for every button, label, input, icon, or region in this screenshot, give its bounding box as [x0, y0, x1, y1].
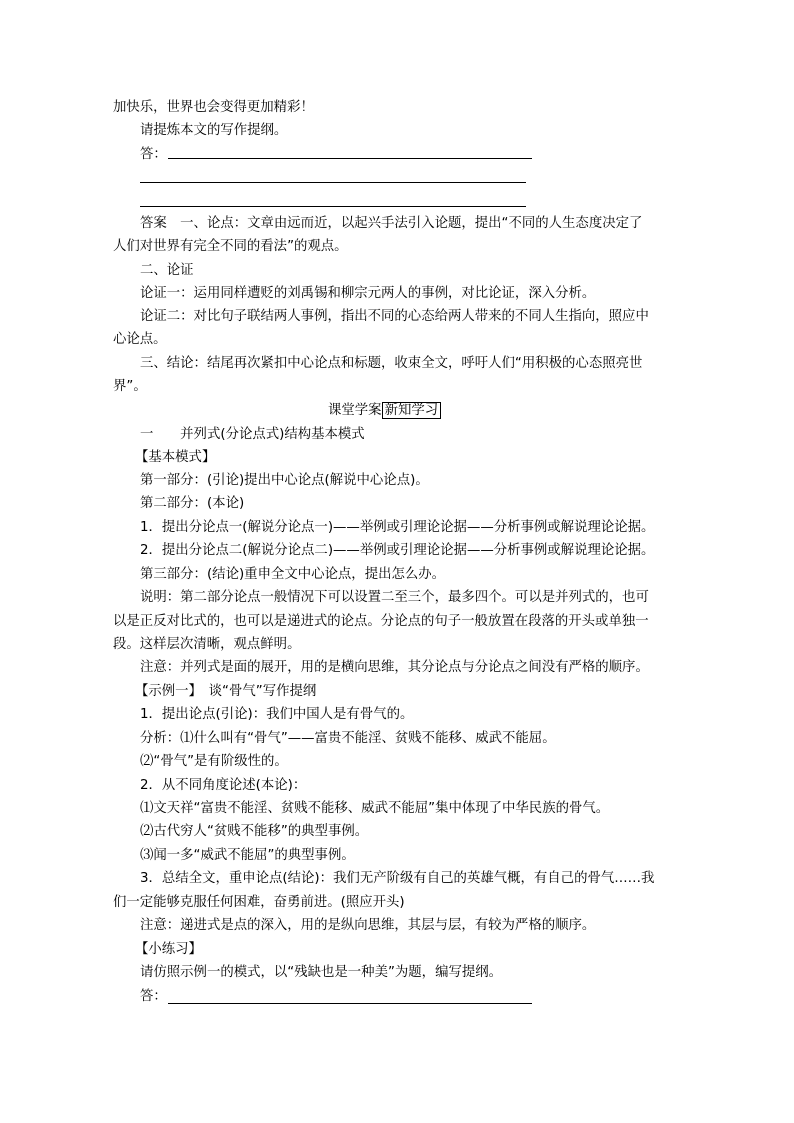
answer-blank-line[interactable]: [140, 182, 526, 183]
text-line: 第一部分：(引论)提出中心论点(解说中心论点)。: [140, 473, 429, 488]
text-line: 1．提出分论点一(解说分论点一)——举例或引理论论据——分析事例或解说理论论据。: [140, 520, 655, 535]
text-line: 注意：并列式是面的展开，用的是横向思维，其分论点与分论点之间没有严格的顺序。: [140, 660, 649, 675]
text-line: ⑵古代穷人“贫贱不能移”的典型事例。: [140, 824, 369, 839]
text-line: 加快乐，世界也会变得更加精彩！: [113, 100, 314, 115]
text-line: 第二部分：(本论): [140, 496, 245, 511]
answer-text: 论证二：对比句子联结两人事例，指出不同的心态给两人带来的不同人生指向，照应中: [140, 309, 649, 324]
answer-text: 三、结论：结尾再次紧扣中心论点和标题，收束全文，呼吁人们“用积极的心态照亮世: [140, 356, 643, 371]
section-header-boxed: 新知学习: [382, 402, 442, 419]
text-line: 2．从不同角度论述(本论)：: [140, 778, 307, 793]
text-line: 以是正反对比式的，也可以是递进式的论点。分论点的句子一般放置在段落的开头或单独一: [113, 614, 649, 629]
text-line: ⑵“骨气”是有阶级性的。: [140, 754, 288, 769]
answer-text: 心论点。: [113, 332, 167, 347]
section-header: [328, 402, 441, 420]
answer-text: 人们对世界有完全不同的看法”的观点。: [113, 239, 348, 254]
text-line: ⑶闻一多“威武不能屈”的典型事例。: [140, 848, 355, 863]
bracket-heading: 【小练习】: [135, 942, 202, 957]
answer-label: 答：: [140, 989, 167, 1004]
answer-text: 二、论证: [140, 263, 194, 278]
bracket-heading: 【基本模式】: [135, 450, 216, 465]
text-line: 1．提出论点(引论)：我们中国人是有骨气的。: [140, 707, 414, 722]
section-header-prefix: 课堂学案: [328, 403, 382, 418]
question-prompt: 请提炼本文的写作提纲。: [140, 123, 288, 138]
text-line: ⑴文天祥“富贵不能淫、贫贱不能移、威武不能屈”集中体现了中华民族的骨气。: [140, 801, 610, 816]
answer-text: 界”。: [113, 379, 147, 394]
text-line: 第三部分：(结论)重申全文中心论点，提出怎么办。: [140, 567, 446, 582]
answer-blank-line[interactable]: [168, 1003, 532, 1004]
answer-blank-line[interactable]: [168, 158, 532, 159]
answer-blank-line[interactable]: [140, 206, 526, 207]
text-line: 段。这样层次清晰，观点鲜明。: [113, 637, 301, 652]
text-line: 3．总结全文，重申论点(结论)：我们无产阶级有自己的英雄气概，有自己的骨气……我: [140, 871, 655, 886]
text-line: 分析：⑴什么叫有“骨气”——富贵不能淫、贫贱不能移、威武不能屈。: [140, 731, 556, 746]
text-line: 们一定能够克服任何困难，奋勇前进。(照应开头): [113, 895, 405, 910]
subsection-title: 一 并列式(分论点式)结构基本模式: [140, 427, 365, 442]
text-line: 说明：第二部分论点一般情况下可以设置二至三个，最多四个。可以是并列式的，也可: [140, 590, 649, 605]
answer-text: 答案 一、论点：文章由远而近，以起兴手法引入论题，提出“不同的人生态度决定了: [140, 216, 643, 231]
bracket-heading: 【示例一】 谈“骨气”写作提纲: [135, 684, 317, 699]
answer-text: 论证一：运用同样遭贬的刘禹锡和柳宗元两人的事例，对比论证，深入分析。: [140, 286, 596, 301]
text-line: 2．提出分论点二(解说分论点二)——举例或引理论论据——分析事例或解说理论论据。: [140, 543, 655, 558]
text-line: 注意：递进式是点的深入，用的是纵向思维，其层与层，有较为严格的顺序。: [140, 918, 596, 933]
answer-label: 答：: [140, 147, 167, 162]
question-prompt: 请仿照示例一的模式，以“残缺也是一种美”为题，编写提纲。: [140, 965, 503, 980]
